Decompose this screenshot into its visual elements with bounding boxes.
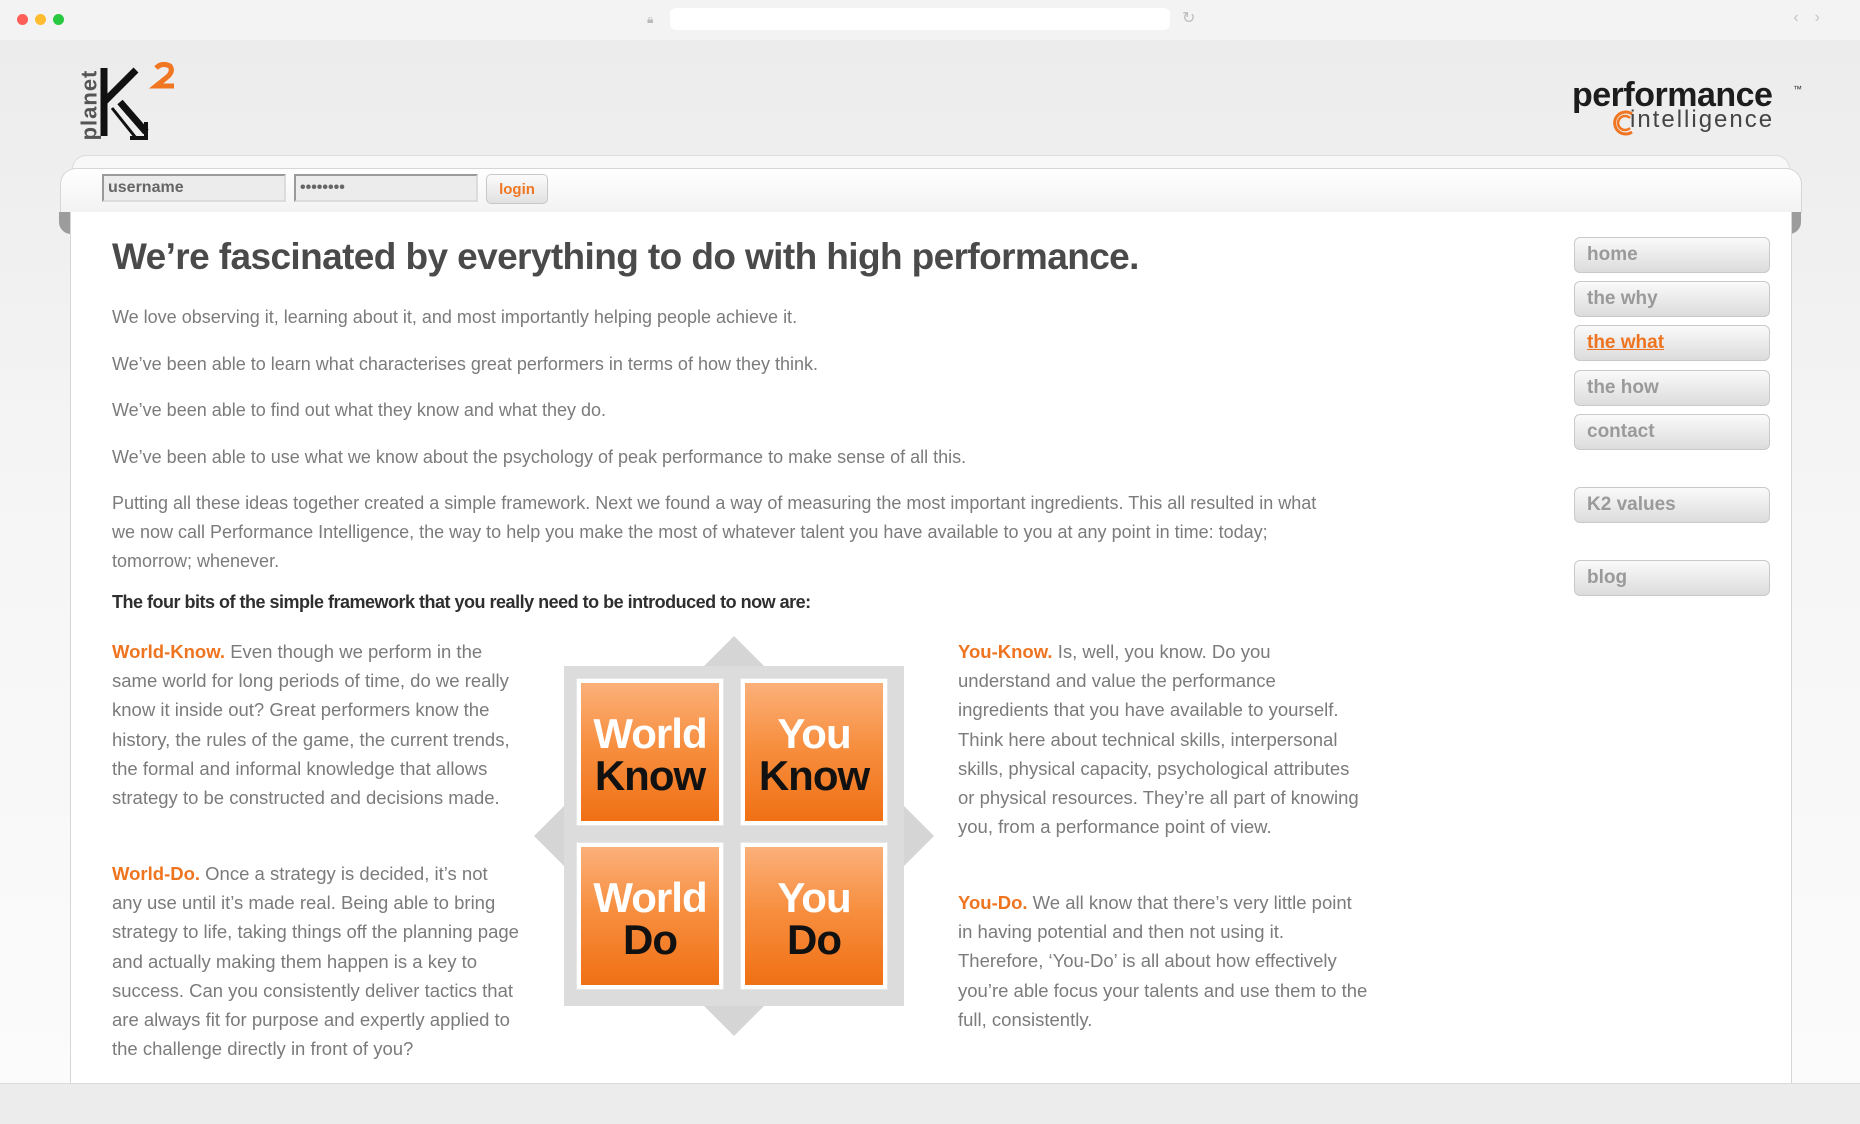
you-know-text: Is, well, you know. Do you understand and value the performance ingredients that you have available to yourself. Think here about technical skills, interpersonal skills, physical capacity, psychological attributes or physical resources. They’re all part of knowing you, from a performance point of view. <box>958 641 1359 838</box>
intro-paragraph-4: We’ve been able to use what we know about the psychology of peak performance to make sense of all this. <box>112 447 967 467</box>
nav-the-what[interactable]: the what <box>1574 325 1770 361</box>
tile-world-know <box>577 679 723 825</box>
logo-planet-text: planet <box>76 69 102 141</box>
world-do-text: Once a strategy is decided, it’s not any use until it’s made real. Being able to bring strategy to life, taking things off the planning page and actually making them happen is a key to success. Can you consistently deliver tactics that are always fit for purpose and expertly applied to the challenge directly in front of you? <box>112 863 519 1060</box>
address-bar[interactable] <box>670 8 1170 30</box>
tile-bottom-text: Know <box>758 752 870 799</box>
you-do-text: We all know that there’s very little point in having potential and then not using it. Therefore, ‘You-Do’ is all about how effectively you’re able focus your talents and use them to the full, consistently. <box>958 892 1368 1030</box>
tile-top-text: You <box>777 874 851 921</box>
password-input[interactable] <box>294 174 478 202</box>
username-input[interactable] <box>102 174 286 202</box>
tile-top-text: You <box>777 710 851 757</box>
world-do-heading: World-Do. <box>112 863 201 884</box>
framework-lead: The four bits of the simple framework that you really need to be introduced to now are: <box>112 592 811 612</box>
tile-you-know <box>741 679 887 825</box>
lock-icon: 🔒︎ <box>647 12 654 26</box>
back-icon[interactable]: ‹ <box>1793 9 1815 26</box>
logo-performance-text: performance <box>1572 76 1773 114</box>
world-know-section <box>112 637 522 812</box>
maximize-window-icon[interactable] <box>53 14 64 25</box>
world-know-heading: World-Know. <box>112 641 226 662</box>
reload-icon[interactable]: ↻ <box>1182 10 1196 27</box>
page-title: We’re fascinated by everything to do with high performance. <box>112 236 1139 277</box>
intro-paragraph-1: We love observing it, learning about it, and most importantly helping people achieve it. <box>112 307 798 327</box>
intro-paragraph-2: We’ve been able to learn what characterises great performers in terms of how they think. <box>112 354 819 374</box>
browser-toolbar <box>0 0 1860 41</box>
planet-k2-logo[interactable] <box>74 62 186 142</box>
window-bottom-edge <box>0 1083 1860 1124</box>
world-do-section <box>112 859 522 1063</box>
you-know-section <box>958 637 1368 841</box>
nav-the-how[interactable]: the how <box>1574 370 1770 406</box>
tile-bottom-text: Do <box>623 916 677 963</box>
nav-home[interactable]: home <box>1574 237 1770 273</box>
tile-you-do <box>741 843 887 989</box>
world-know-text: Even though we perform in the same world for long periods of time, do we really know it inside out? Great performers know the history, the rules of the game, the current trends, the formal and informal knowledge that allows strategy to be constructed and decisions made. <box>112 641 510 809</box>
tile-top-text: World <box>593 710 707 757</box>
login-button[interactable]: login <box>486 174 548 204</box>
forward-icon[interactable]: › <box>1814 9 1836 26</box>
nav-contact[interactable]: contact <box>1574 414 1770 450</box>
performance-intelligence-logo[interactable] <box>1572 76 1812 142</box>
tile-world-do <box>577 843 723 989</box>
close-window-icon[interactable] <box>17 14 28 25</box>
intro-paragraph-5: Putting all these ideas together created a simple framework. Next we found a way of measuring the most important ingredients. This all resulted in what we now call Performance Intelligence, the way to help you make the most of whatever talent you have available to you at any point in time: today; tomorrow; whenever. <box>112 493 1317 571</box>
tile-bottom-text: Know <box>594 752 706 799</box>
logo-intelligence-text: intelligence <box>1630 106 1775 133</box>
framework-diagram <box>534 636 934 1036</box>
history-arrows <box>1793 9 1836 27</box>
intro-paragraph-3: We’ve been able to find out what they know and what they do. <box>112 400 606 420</box>
you-do-heading: You-Do. <box>958 892 1028 913</box>
nav-k2-values[interactable]: K2 values <box>1574 487 1770 523</box>
logo-tm-mark: ™ <box>1793 84 1802 94</box>
tile-bottom-text: Do <box>787 916 841 963</box>
nav-the-why[interactable]: the why <box>1574 281 1770 317</box>
nav-blog[interactable]: blog <box>1574 560 1770 596</box>
tile-top-text: World <box>593 874 707 921</box>
minimize-window-icon[interactable] <box>35 14 46 25</box>
you-know-heading: You-Know. <box>958 641 1053 662</box>
you-do-section <box>958 888 1368 1034</box>
